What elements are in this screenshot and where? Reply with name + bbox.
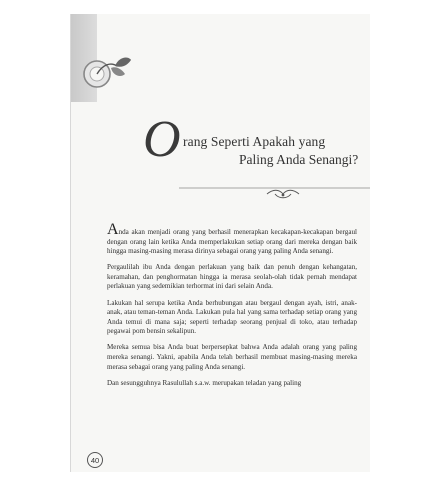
paragraph-2: Pergaulilah ibu Anda dengan perlakuan yang baik dan penuh dengan kehangatan, keramahan, dan penghormatan hingga ia merasa seolah-olah tidak pernah mendapat perlakuan yang sedemikian terhormat ini dari selain Anda. — [107, 263, 357, 291]
paragraph-4: Mereka semua bisa Anda buat berpersepkat bahwa Anda adalah orang yang paling mereka senangi. Yakni, apabila Anda telah berhasil membuat masing-masing mereka merasa sebagai orang yang paling Anda senangi. — [107, 343, 357, 371]
title-line-2: Paling Anda Senangi? — [239, 152, 359, 167]
book-page — [70, 14, 370, 472]
title-line-1: rang Seperti Apakah yang — [183, 134, 326, 149]
title-initial: O — [143, 111, 181, 168]
body-text — [107, 221, 357, 395]
title-divider-ornament — [179, 186, 370, 200]
paragraph-3: Lakukan hal serupa ketika Anda berhubungan atau bergaul dengan ayah, istri, anak-anak, atau teman-teman Anda. Lakukan pula hal yang sama terhadap setiap orang yang Anda temui di mana saja; seperti terhadap seorang penjual di toko, atau terhadap pegawai pom bensin sekalipun. — [107, 298, 357, 336]
paragraph-1 — [107, 221, 357, 257]
chapter-title — [143, 111, 369, 180]
paragraph-5: Dan sesungguhnya Rasulullah s.a.w. merupakan teladan yang paling — [107, 378, 302, 387]
page-number: 40 — [87, 452, 103, 468]
paragraph-text: nda akan menjadi orang yang berhasil menerapkan kecakapan-kecakapan bergaul dengan orang lain ketika Anda memperlakukan setiap orang dari mereka dengan baik hingga masing-masing merasa dirinya sebagai orang yang paling Anda senangi. — [107, 228, 357, 256]
paragraph-initial: A — [107, 221, 119, 238]
leaf-ornament-icon — [81, 54, 133, 94]
